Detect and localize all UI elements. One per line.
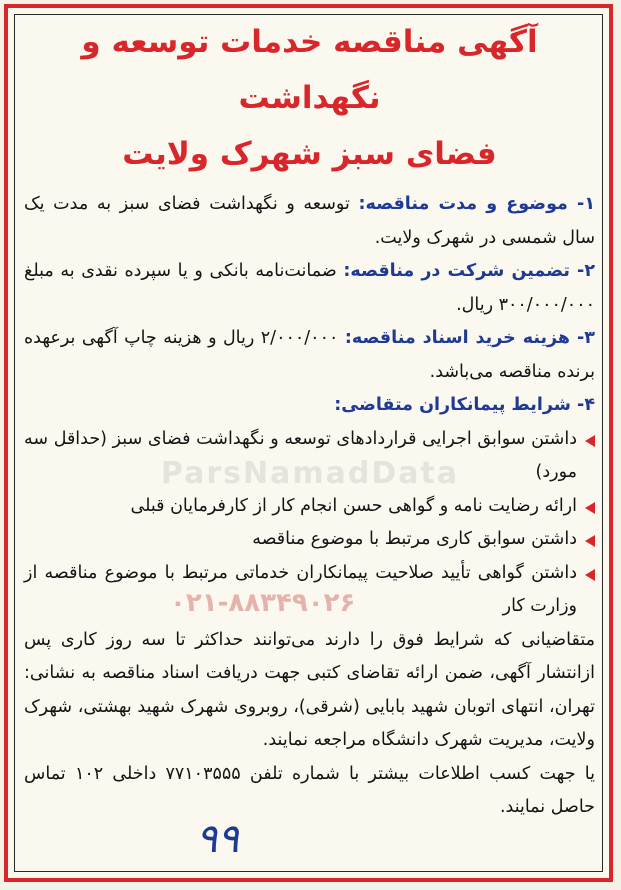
contact-paragraph: یا جهت کسب اطلاعات بیشتر با شماره تلفن ۷۷۱۰۳۵۵۵ داخلی ۱۰۲ تماس حاصل نمایند. <box>24 763 595 817</box>
condition-item: داشتن گواهی تأیید صلاحیت پیمانکاران خدماتی مرتبط با موضوع مناقصه از وزارت کار <box>24 557 595 624</box>
title-line-2: فضای سبز شهرک ولایت <box>122 136 497 172</box>
condition-item: داشتن سوابق اجرایی قراردادهای توسعه و نگهداشت فضای سبز (حداقل سه مورد) <box>24 423 595 490</box>
watermark-logo: ParsNamadData <box>160 456 460 491</box>
ad-content <box>24 14 595 825</box>
section-documents-fee-text: ۲/۰۰۰/۰۰۰ ریال و هزینه چاپ آگهی برعهده برنده مناقصه می‌باشد. <box>24 328 595 382</box>
section-documents-fee-heading: ۳- هزینه خرید اسناد مناقصه: <box>344 328 595 348</box>
submission-paragraph: متقاضیانی که شرایط فوق را دارند می‌توانند حداکثر تا سه روز کاری پس ازانتشار آگهی، ضمن ارائه تقاضای کتبی جهت دریافت اسناد مناقصه به نشانی: تهران، انتهای اتوبان شهید بابایی (شرقی)، روبروی شهرک شهید بهشتی، شهرک ولایت، مدیریت شهرک دانشگاه مراجعه نمایند. <box>24 629 595 750</box>
section-subject-heading: ۱- موضوع و مدت مناقصه: <box>358 194 596 214</box>
section-subject-text: توسعه و نگهداشت فضای سبز به مدت یک سال شمسی در شهرک ولایت. <box>24 194 595 248</box>
title-line-1: آگهی مناقصه خدمات توسعه و نگهداشت <box>81 24 538 116</box>
condition-item: ارائه رضایت نامه و گواهی حسن انجام کار از کارفرمایان قبلی <box>24 490 595 524</box>
section-guarantee-text: ضمانت‌نامه بانکی و یا سپرده نقدی به مبلغ ۳۰۰/۰۰۰/۰۰۰ ریال. <box>24 261 595 315</box>
section-subject <box>24 188 595 255</box>
conditions-list <box>24 423 595 624</box>
section-guarantee-heading: ۲- تضمین شرکت در مناقصه: <box>343 261 595 281</box>
watermark-phone: ۰۲۱-۸۸۳۴۹۰۲۶ <box>170 588 356 618</box>
section-documents-fee <box>24 322 595 389</box>
handwritten-number: ۹۹ <box>196 816 239 862</box>
conditions-heading: ۴- شرایط پیمانکاران متقاضی: <box>334 395 595 415</box>
ad-title <box>24 14 595 182</box>
section-guarantee <box>24 255 595 322</box>
condition-item: داشتن سوابق کاری مرتبط با موضوع مناقصه <box>24 523 595 557</box>
